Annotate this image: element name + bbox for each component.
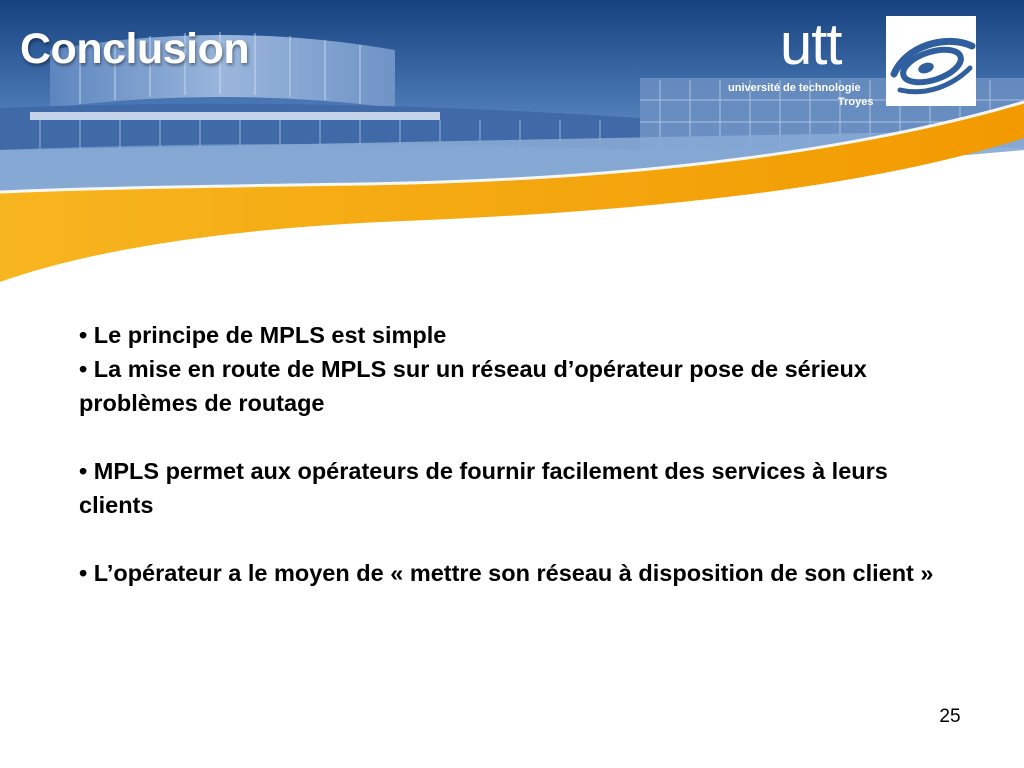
slide-title: Conclusion <box>20 25 250 73</box>
utt-logo <box>728 12 976 108</box>
page-number: 25 <box>939 706 961 727</box>
bullet-item: • L’opérateur a le moyen de « mettre son réseau à disposition de son client » <box>79 560 934 586</box>
logo-wordmark: utt <box>780 12 842 77</box>
utt-logo-mark-icon <box>886 16 976 106</box>
logo-university-line: université de technologie <box>728 82 861 94</box>
logo-city-line: Troyes <box>838 96 874 108</box>
bullet-list <box>79 318 939 590</box>
spacer <box>79 420 939 454</box>
bullet-item: • Le principe de MPLS est simple <box>79 322 447 348</box>
spacer <box>79 522 939 556</box>
bullet-item: • La mise en route de MPLS sur un réseau d’opérateur pose de sérieux problèmes de routage <box>79 356 867 416</box>
bullet-item: • MPLS permet aux opérateurs de fournir facilement des services à leurs clients <box>79 458 888 518</box>
